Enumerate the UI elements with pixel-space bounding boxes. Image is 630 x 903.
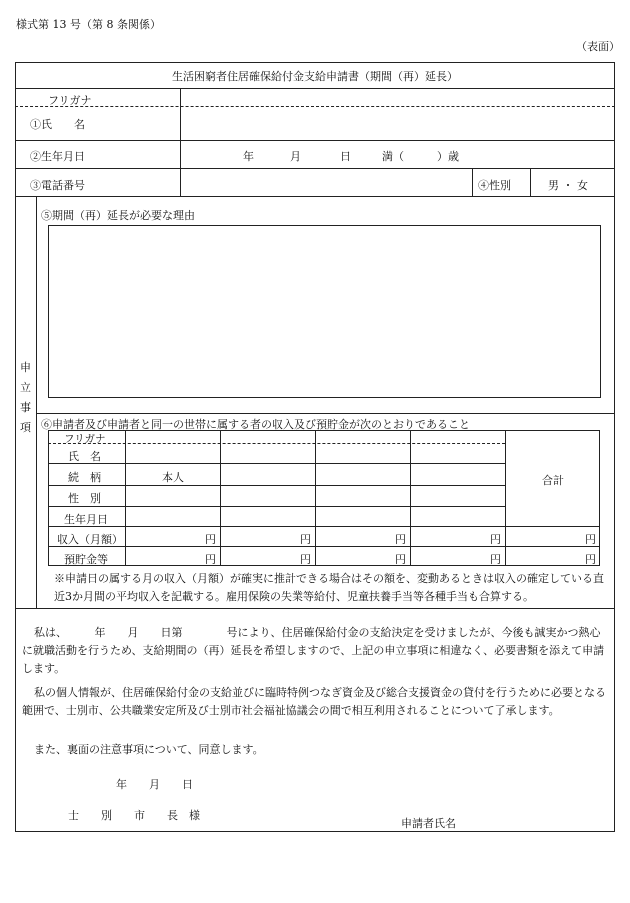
name-field[interactable] [181,107,614,140]
name-label: ①氏 名 [30,118,85,131]
statement-label: 申 立 事 項 [20,361,31,434]
age-field[interactable]: 満（ ）歳 [382,150,459,163]
income-note: ※申請日の属する月の収入（月額）が確実に推計できる場合はその額を、変動あるときは収入の確定している直近3か月間の平均収入を記載する。雇用保険の失業等給付、児童扶養手当等各種手当も合算する。 [54,572,604,603]
birth-day-unit: 日 [340,150,351,163]
reason-textbox[interactable] [48,225,601,398]
birth-year-unit: 年 [243,150,254,163]
savings-yen-unit: 円 [205,553,216,566]
gender-label: ④性別 [478,179,511,192]
side-label: （表面） [576,40,620,53]
form-number: 様式第 13 号（第 8 条関係） [16,18,161,31]
income-yen-unit: 円 [395,533,406,546]
row-header-relation: 続 柄 [68,471,101,484]
row-header-gender: 性 別 [68,492,101,505]
self-relation: 本人 [162,471,184,484]
savings-total-yen-unit: 円 [585,553,596,566]
reason-label: ⑤期間（再）延長が必要な理由 [41,209,195,222]
form-title: 生活困窮者住居確保給付金支給申請書（期間（再）延長） [172,70,458,83]
income-label: ⑥申請者及び申請者と同一の世帯に属する者の収入及び預貯金が次のとおりであること [41,418,470,431]
row-header-birthdate: 生年月日 [64,513,108,526]
furigana-label: フリガナ [48,94,92,107]
savings-yen-unit: 円 [490,553,501,566]
application-date[interactable]: 年 月 日 [116,778,193,791]
row-header-furigana: フリガナ [64,433,106,445]
applicant-signature-label: 申請者氏名 [401,817,456,830]
declaration-paragraph-3: また、裏面の注意事項について、同意します。 [34,743,264,756]
birthdate-label: ②生年月日 [30,150,85,163]
row-header-savings: 預貯金等 [64,553,108,566]
row-header-income: 収入（月額） [57,533,123,546]
declaration-paragraph-2: 私の個人情報が、住居確保給付金の支給並びに臨時特例つなぎ資金及び総合支援資金の貸付を行うために必要となる範囲で、士別市、公共職業安定所及び士別市社会福祉協議会の間で相互利用されることについて了承します。 [22,686,606,717]
savings-yen-unit: 円 [300,553,311,566]
furigana-field[interactable] [181,89,614,106]
phone-field[interactable] [181,169,472,196]
income-yen-unit: 円 [300,533,311,546]
income-total-yen-unit: 円 [585,533,596,546]
income-yen-unit: 円 [205,533,216,546]
row-header-name: 氏 名 [68,450,101,463]
birth-month-unit: 月 [290,150,301,163]
gender-options[interactable]: 男 ・ 女 [548,179,588,192]
total-label: 合計 [542,474,564,487]
addressee: 士 別 市 長 様 [68,809,200,822]
income-yen-unit: 円 [490,533,501,546]
phone-label: ③電話番号 [30,179,85,192]
declaration-paragraph-1: 私は、 年 月 日第 号により、住居確保給付金の支給決定を受けましたが、今後も誠実かつ熱心に就職活動を行うため、支給期間の（再）延長を希望しますので、上記の申立事項に相違なく、必要書類を添えて申請します。 [22,626,605,675]
savings-yen-unit: 円 [395,553,406,566]
